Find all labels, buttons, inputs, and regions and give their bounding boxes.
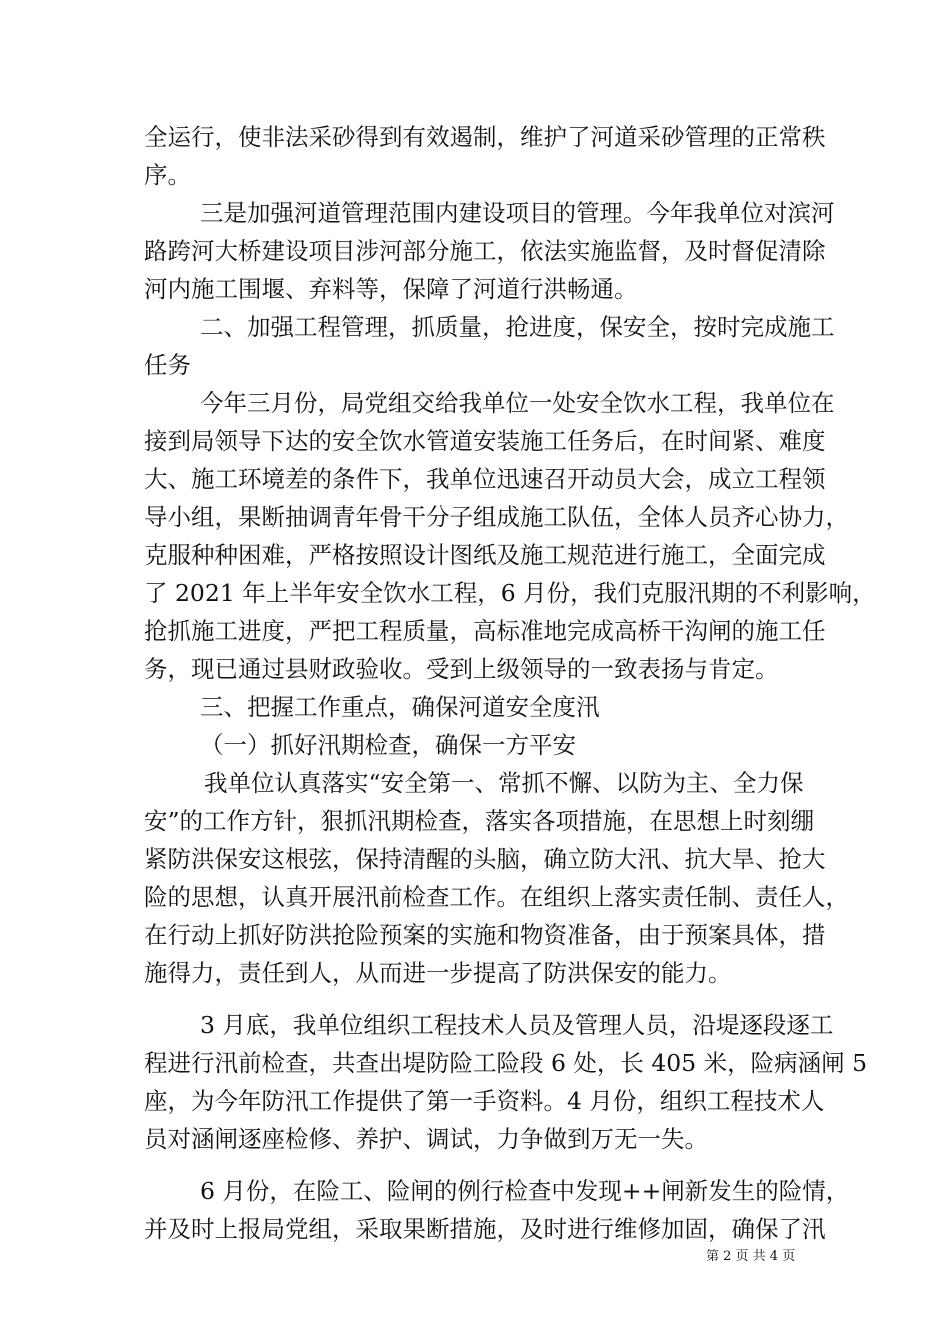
text-line: 并及时上报局党组，采取果断措施，及时进行维修加固，确保了汛	[144, 1215, 826, 1243]
text-line: 在行动上抓好防洪抢险预案的实施和物资准备，由于预案具体，措	[144, 921, 826, 949]
text-line: 施得力，责任到人，从而进一步提高了防洪保安的能力。	[144, 959, 732, 987]
text-line: 紧防洪保安这根弦，保持清醒的头脑，确立防大汛、抗大旱、抢大	[144, 845, 826, 873]
text-line: 险的思想，认真开展汛前检查工作。在组织上落实责任制、责任人，	[144, 883, 849, 911]
text-line: 河内施工围堰、弃料等，保障了河道行洪畅通。	[144, 275, 638, 303]
text-line: 我单位认真落实“安全第一、常抓不懈、以防为主、全力保	[204, 769, 804, 797]
text-line: 三是加强河道管理范围内建设项目的管理。今年我单位对滨河	[200, 199, 835, 227]
subsection-heading: （一）抓好汛期检查，确保一方平安	[200, 731, 576, 759]
section-heading: 三、把握工作重点，确保河道安全度汛	[200, 693, 600, 721]
text-line: 了 2021 年上半年安全饮水工程，6 月份，我们克服汛期的不利影响，	[144, 579, 876, 607]
text-line: 抢抓施工进度，严把工程质量，高标准地完成高桥干沟闸的施工任	[144, 617, 826, 645]
text-line: 大、施工环境差的条件下，我单位迅速召开动员大会，成立工程领	[144, 465, 826, 493]
text-line: 安”的工作方针，狠抓汛期检查，落实各项措施，在思想上时刻绷	[144, 807, 815, 835]
text-line: 3 月底，我单位组织工程技术人员及管理人员，沿堤逐段逐工	[200, 1011, 834, 1039]
text-line: 接到局领导下达的安全饮水管道安装施工任务后，在时间紧、难度	[144, 427, 826, 455]
text-line: 程进行汛前检查，共查出堤防险工险段 6 处，长 405 米，险病涵闸 5	[144, 1049, 868, 1077]
text-line: 员对涵闸逐座检修、养护、调试，力争做到万无一失。	[144, 1125, 708, 1153]
page-number-footer: 第 2 页 共 4 页	[706, 1249, 796, 1264]
text-line: 今年三月份，局党组交给我单位一处安全饮水工程，我单位在	[200, 389, 835, 417]
text-line: 座，为今年防汛工作提供了第一手资料。4 月份，组织工程技术人	[144, 1087, 825, 1115]
text-line: 克服种种困难，严格按照设计图纸及施工规范进行施工，全面完成	[144, 541, 826, 569]
section-heading: 任务	[144, 351, 191, 379]
text-line: 路跨河大桥建设项目涉河部分施工，依法实施监督，及时督促清除	[144, 237, 826, 265]
text-line: 序。	[144, 161, 191, 189]
text-line: 6 月份，在险工、险闸的例行检查中发现++闸新发生的险情，	[200, 1177, 850, 1205]
text-line: 全运行，使非法采砂得到有效遏制，维护了河道采砂管理的正常秩	[144, 123, 826, 151]
text-line: 导小组，果断抽调青年骨干分子组成施工队伍，全体人员齐心协力，	[144, 503, 849, 531]
section-heading: 二、加强工程管理，抓质量，抢进度，保安全，按时完成施工	[200, 313, 835, 341]
text-line: 务，现已通过县财政验收。受到上级领导的一致表扬与肯定。	[144, 655, 779, 683]
